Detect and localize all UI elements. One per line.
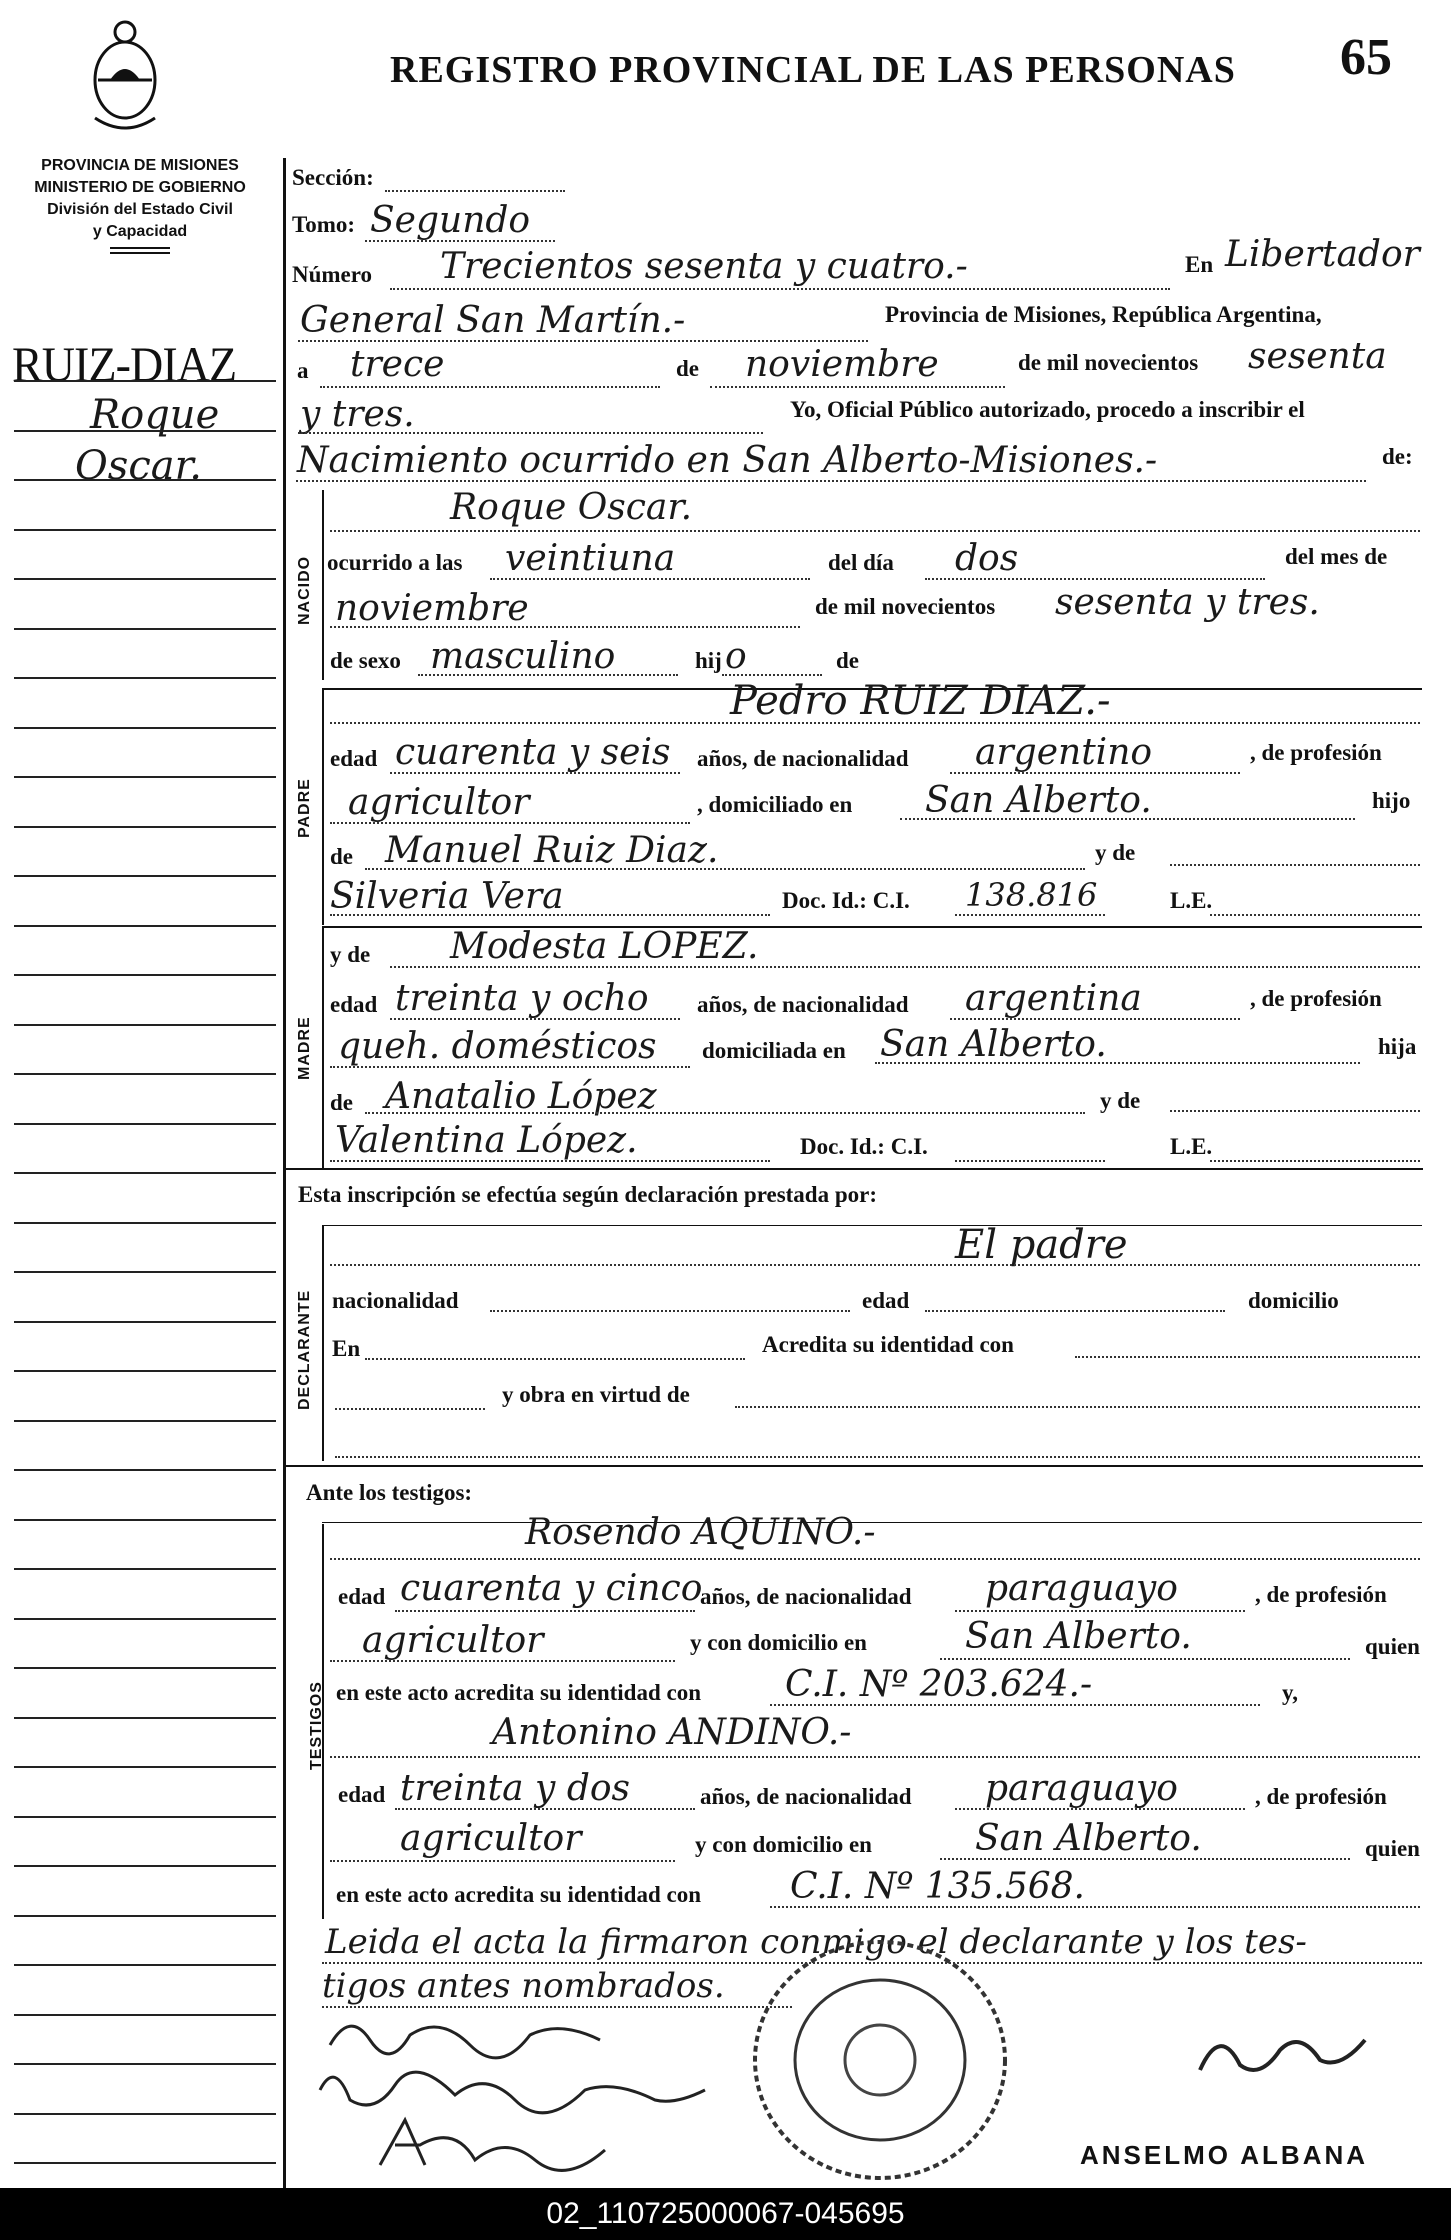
declarante-nombre: El padre	[955, 1222, 1128, 1268]
margin-given-2: Oscar.	[75, 443, 203, 489]
margin-rule-line	[14, 1073, 276, 1075]
margin-rule-line	[14, 677, 276, 679]
padre-ci: 138.816	[965, 876, 1098, 914]
padre-edad: cuarenta y seis	[395, 732, 671, 773]
testigo2-edad: treinta y dos	[400, 1768, 631, 1809]
office-line: PROVINCIA DE MISIONES	[41, 157, 239, 174]
margin-rule-line	[14, 430, 276, 432]
margin-surname: RUIZ-DIAZ	[12, 336, 237, 392]
margin-rule-line	[14, 1915, 276, 1917]
padre-domiciliado-label: , domiciliado en	[697, 792, 853, 817]
declarante-obra-label: y obra en virtud de	[502, 1382, 690, 1407]
padre-profesion-label: , de profesión	[1250, 740, 1382, 765]
a-label: a	[297, 358, 309, 383]
margin-rule-line	[14, 1370, 276, 1372]
testigo2-anos-label: años, de nacionalidad	[700, 1784, 912, 1809]
margin-rule-line	[14, 1123, 276, 1125]
margin-rule-line	[14, 727, 276, 729]
margin-rule-line	[14, 1519, 276, 1521]
en-label: En	[1185, 252, 1214, 277]
margin-rule-line	[14, 2162, 276, 2164]
signature-testigo-1	[315, 2060, 715, 2120]
section-padre: PADRE	[296, 778, 313, 838]
padre-domicilio: San Alberto.	[925, 780, 1152, 821]
numero-label: Número	[292, 262, 373, 287]
testigo1-domicilio-label: y con domicilio en	[690, 1630, 867, 1655]
madre-madre: Valentina López.	[335, 1120, 638, 1161]
margin-rule-line	[14, 2014, 276, 2016]
testigo1-acredita-label: en este acto acredita su identidad con	[336, 1680, 702, 1705]
testigo1-profesion-label: , de profesión	[1255, 1582, 1387, 1607]
margin-rule-line	[14, 1618, 276, 1620]
margin-rule-line	[14, 1717, 276, 1719]
de-label: de	[676, 356, 699, 381]
acto-value: Nacimiento ocurrido en San Alberto-Misiones.-	[297, 440, 1158, 481]
mes-value: noviembre	[745, 344, 939, 385]
margin-rule-line	[14, 578, 276, 580]
madre-de-label: de	[330, 1090, 353, 1115]
testigo2-acredita-label: en este acto acredita su identidad con	[336, 1882, 702, 1907]
testigo2-nacionalidad: paraguayo	[985, 1768, 1178, 1809]
madre-profesion: queh. domésticos	[338, 1026, 657, 1067]
madre-nombre: Modesta LOPEZ.	[450, 926, 759, 967]
padre-anos-label: años, de nacionalidad	[697, 746, 909, 771]
madre-hija-label: hija	[1378, 1034, 1417, 1059]
margin-rule-line	[14, 776, 276, 778]
document-title: REGISTRO PROVINCIAL DE LAS PERSONAS	[390, 49, 1236, 91]
testigo1-nacionalidad: paraguayo	[985, 1568, 1178, 1609]
margin-rule-line	[14, 1667, 276, 1669]
en-value: Libertador	[1225, 234, 1420, 275]
margin-rule-line	[14, 1222, 276, 1224]
numero-value: Trecientos sesenta y cuatro.-	[440, 246, 968, 287]
nombre-nacido: Roque Oscar.	[450, 487, 693, 528]
madre-anos-label: años, de nacionalidad	[697, 992, 909, 1017]
testigo1-y-label: y,	[1282, 1680, 1298, 1705]
margin-rule-line	[14, 2113, 276, 2115]
cierre-linea-1: Leida el acta la firmaron conmigo el declarante y los tes-	[325, 1922, 1307, 1962]
margin-rule-line	[14, 925, 276, 927]
cierre-linea-2: tigos antes nombrados.	[322, 1966, 725, 2006]
declarante-nacionalidad-label: nacionalidad	[332, 1288, 459, 1313]
de-mil-label: de mil novecientos	[1018, 350, 1199, 375]
padre-le-label: L.E.	[1170, 888, 1213, 913]
margin-rule-line	[14, 1469, 276, 1471]
testigo2-nombre: Antonino ANDINO.-	[492, 1712, 852, 1753]
margin-rule-line	[14, 875, 276, 877]
de-colon-label: de:	[1382, 444, 1413, 469]
testigo2-profesion: agricultor	[400, 1818, 582, 1859]
padre-hijo-label: hijo	[1372, 788, 1411, 813]
testigo1-edad: cuarenta y cinco	[400, 1568, 703, 1609]
testigo1-ci: C.I. Nº 203.624.-	[785, 1664, 1093, 1705]
testigo1-anos-label: años, de nacionalidad	[700, 1584, 912, 1609]
padre-doc-label: Doc. Id.: C.I.	[782, 888, 910, 913]
testigo2-profesion-label: , de profesión	[1255, 1784, 1387, 1809]
office-block	[10, 155, 270, 254]
margin-rule-line	[14, 1865, 276, 1867]
margin-rule-line	[14, 380, 276, 382]
official-name: ANSELMO ALBANA	[1080, 2140, 1369, 2170]
margin-given-1: Roque	[90, 392, 220, 438]
margin-rule-line	[14, 1964, 276, 1966]
madre-doc-label: Doc. Id.: C.I.	[800, 1134, 928, 1159]
section-testigos: TESTIGOS	[308, 1681, 325, 1770]
lugar-value: General San Martín.-	[300, 300, 686, 341]
margin-rule-line	[14, 628, 276, 630]
margin-rule-line	[14, 1766, 276, 1768]
testigo2-domicilio-label: y con domicilio en	[695, 1832, 872, 1857]
hij-label: hij	[695, 648, 722, 673]
margin-rule-line	[14, 1816, 276, 1818]
testigo2-domicilio: San Alberto.	[975, 1818, 1202, 1859]
de-mil-2-label: de mil novecientos	[815, 594, 996, 619]
declarante-en-label: En	[332, 1336, 361, 1361]
de-label-2: de	[836, 648, 859, 673]
dia-value: trece	[350, 344, 445, 385]
testigo2-edad-label: edad	[338, 1782, 386, 1807]
tomo-value: Segundo	[370, 200, 531, 241]
padre-de-label: de	[330, 844, 353, 869]
office-line: y Capacidad	[92, 223, 188, 240]
sexo-value: masculino	[430, 636, 616, 677]
declarante-domicilio-label: domicilio	[1248, 1288, 1339, 1313]
testigo1-quien-label: quien	[1365, 1634, 1420, 1659]
de-sexo-label: de sexo	[330, 648, 401, 673]
testigo1-nombre: Rosendo AQUINO.-	[525, 1512, 876, 1553]
tomo-label: Tomo:	[292, 212, 356, 237]
hora-value: veintiuna	[505, 538, 676, 579]
anio2-value: y tres.	[300, 394, 415, 435]
padre-madre: Silveria Vera	[330, 876, 564, 917]
coat-of-arms-icon	[80, 18, 170, 138]
margin-rule-line	[14, 1271, 276, 1273]
madre-domicilio: San Alberto.	[880, 1024, 1107, 1065]
madre-le-label: L.E.	[1170, 1134, 1213, 1159]
madre-y-de-label: y de	[330, 942, 371, 967]
margin-rule-line	[14, 1024, 276, 1026]
margin-rule-line	[14, 1568, 276, 1570]
inscripcion-label: Esta inscripción se efectúa según declaración prestada por:	[298, 1182, 878, 1207]
del-dia-label: del día	[828, 550, 894, 575]
madre-edad-label: edad	[330, 992, 378, 1017]
madre-profesion-label: , de profesión	[1250, 986, 1382, 1011]
padre-profesion: agricultor	[348, 782, 530, 823]
section-declarante: DECLARANTE	[296, 1289, 313, 1410]
margin-rule-line	[14, 1172, 276, 1174]
padre-y-de-label: y de	[1095, 840, 1136, 865]
testigos-label: Ante los testigos:	[306, 1480, 473, 1505]
office-line: MINISTERIO DE GOBIERNO	[34, 179, 246, 196]
mes-nac-value: noviembre	[335, 588, 529, 629]
padre-padre: Manuel Ruiz Diaz.	[385, 830, 719, 871]
signature-official	[1190, 2020, 1370, 2090]
provincia-label: Provincia de Misiones, República Argentina,	[885, 302, 1322, 327]
padre-nacionalidad: argentino	[975, 732, 1153, 773]
margin-rule-line	[14, 826, 276, 828]
margin-rule-line	[14, 479, 276, 481]
testigo1-profesion: agricultor	[362, 1620, 544, 1661]
margin-rule-line	[14, 529, 276, 531]
madre-y-de-label-2: y de	[1100, 1088, 1141, 1113]
testigo1-domicilio: San Alberto.	[965, 1616, 1192, 1657]
margin-rule-line	[14, 2063, 276, 2065]
signature-declarante	[320, 2005, 620, 2065]
declarante-edad-label: edad	[862, 1288, 910, 1313]
signature-testigo-2	[375, 2115, 635, 2175]
yo-oficial-label: Yo, Oficial Público autorizado, procedo a inscribir el	[790, 397, 1305, 422]
margin-rule-line	[14, 974, 276, 976]
madre-padre: Anatalio López	[385, 1076, 657, 1117]
testigo2-ci: C.I. Nº 135.568.	[790, 1866, 1085, 1907]
del-mes-label: del mes de	[1285, 544, 1388, 569]
official-seal-icon	[740, 1930, 1020, 2190]
padre-nombre: Pedro RUIZ DIAZ.-	[730, 678, 1111, 724]
madre-domiciliada-label: domiciliada en	[702, 1038, 846, 1063]
declarante-acredita-label: Acredita su identidad con	[762, 1332, 1014, 1357]
office-line: División del Estado Civil	[47, 201, 233, 218]
document-id-footer: 02_110725000067-045695	[0, 2188, 1451, 2240]
testigo1-edad-label: edad	[338, 1584, 386, 1609]
page-number: 65	[1340, 29, 1392, 86]
padre-edad-label: edad	[330, 746, 378, 771]
anio-nac-value: sesenta y tres.	[1055, 582, 1320, 623]
hij-sufijo: o	[725, 636, 747, 677]
ocurrido-label: ocurrido a las	[327, 550, 463, 575]
section-madre: MADRE	[296, 1016, 313, 1080]
margin-rule-line	[14, 1321, 276, 1323]
section-nacido: NACIDO	[296, 555, 313, 625]
seccion-label: Sección:	[292, 165, 374, 190]
dia-nac-value: dos	[955, 538, 1019, 579]
margin-rule-line	[14, 1420, 276, 1422]
anio1-value: sesenta	[1248, 336, 1387, 377]
testigo2-quien-label: quien	[1365, 1836, 1420, 1861]
madre-edad: treinta y ocho	[395, 978, 649, 1019]
madre-nacionalidad: argentina	[965, 978, 1142, 1019]
